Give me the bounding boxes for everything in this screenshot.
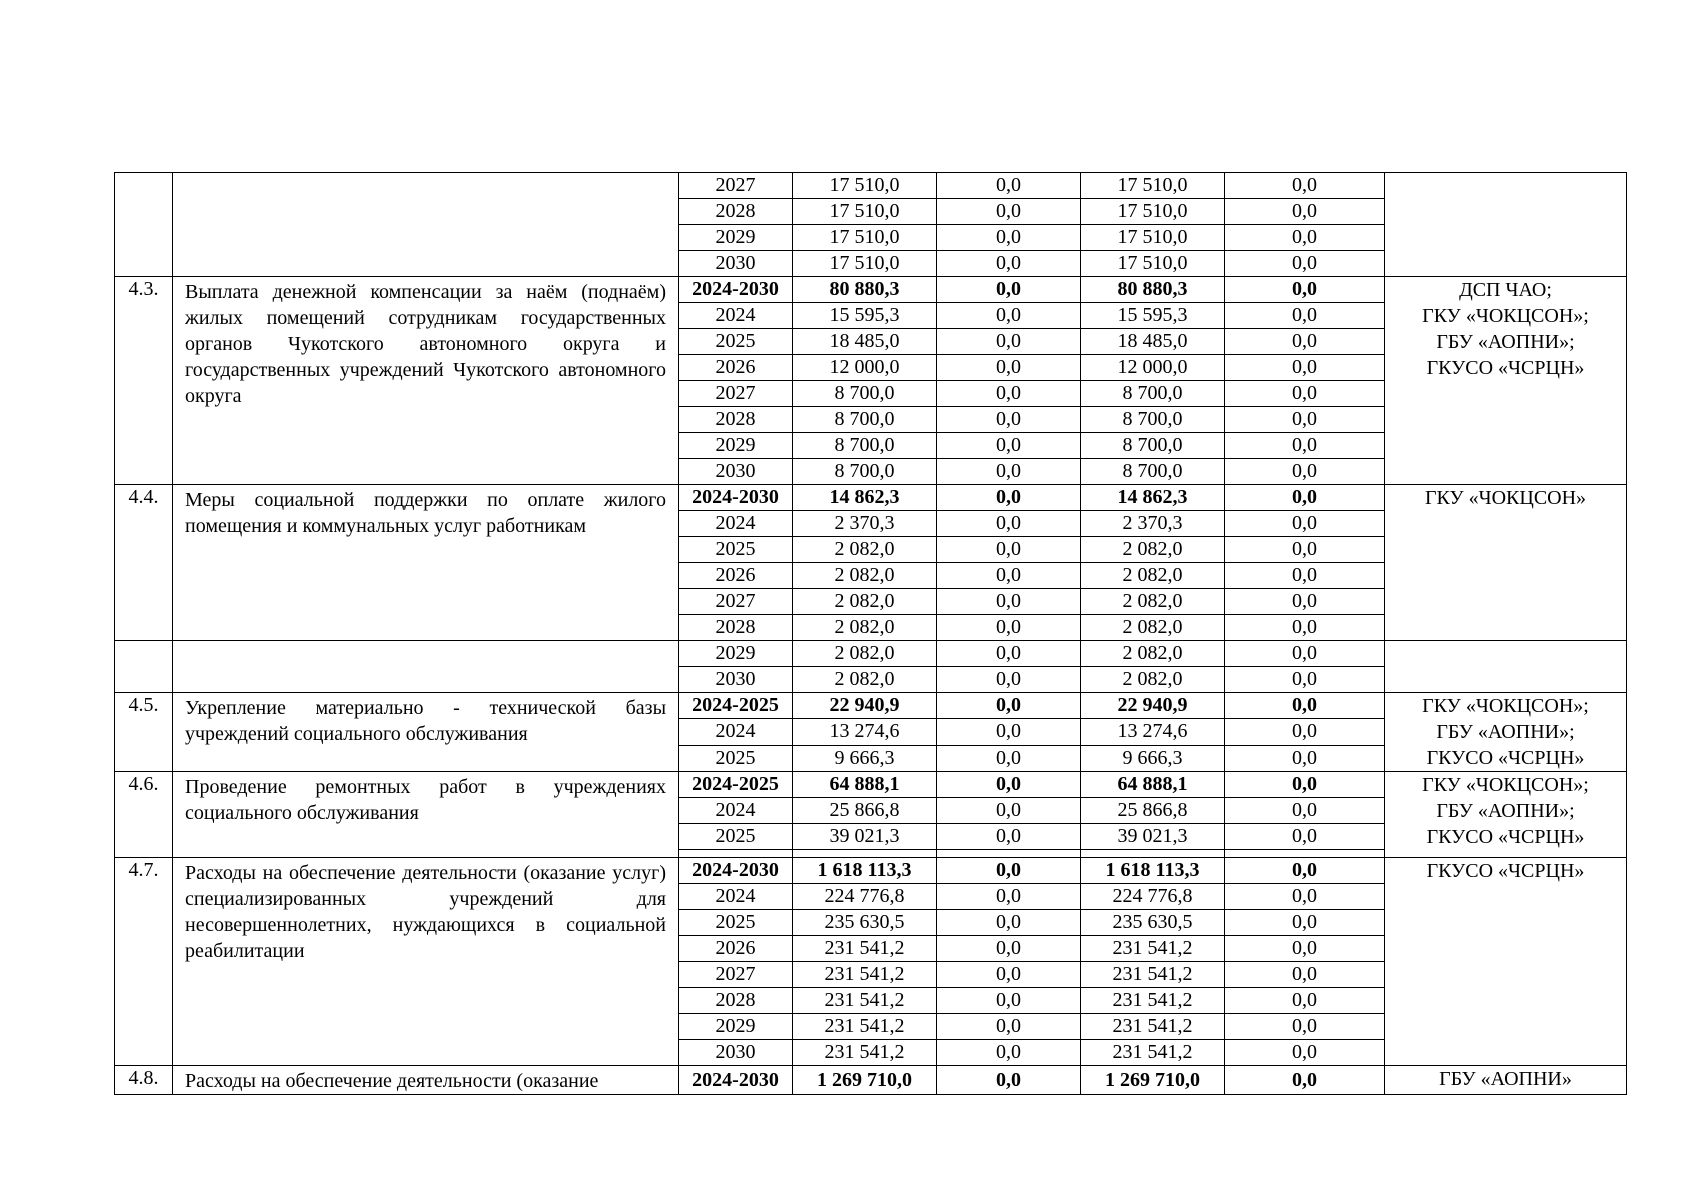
executors-cell <box>1385 173 1627 277</box>
total-cell: 231 541,2 <box>793 1040 937 1066</box>
federal-cell: 0,0 <box>937 251 1081 277</box>
year-cell: 2027 <box>679 962 793 988</box>
year-cell: 2024-2030 <box>679 858 793 884</box>
regional-cell: 224 776,8 <box>1081 884 1225 910</box>
year-cell: 2027 <box>679 173 793 199</box>
other-cell: 0,0 <box>1225 745 1385 771</box>
federal-cell: 0,0 <box>937 693 1081 719</box>
regional-cell: 39 021,3 <box>1081 824 1225 850</box>
year-cell: 2028 <box>679 407 793 433</box>
table-row <box>115 772 1627 798</box>
executor-name: ГКУСО «ЧСРЦН» <box>1426 860 1585 882</box>
other-cell: 0,0 <box>1225 1066 1385 1095</box>
other-cell: 0,0 <box>1225 589 1385 615</box>
federal-cell: 0,0 <box>937 910 1081 936</box>
regional-cell: 17 510,0 <box>1081 199 1225 225</box>
executor-name: ГБУ «АОПНИ»; <box>1436 721 1575 743</box>
other-cell: 0,0 <box>1225 433 1385 459</box>
total-cell: 22 940,9 <box>793 693 937 719</box>
total-cell: 17 510,0 <box>793 251 937 277</box>
executor-name: ГКУСО «ЧСРЦН» <box>1426 357 1585 379</box>
regional-cell: 22 940,9 <box>1081 693 1225 719</box>
total-cell: 2 082,0 <box>793 615 937 641</box>
regional-cell: 8 700,0 <box>1081 407 1225 433</box>
regional-cell: 25 866,8 <box>1081 798 1225 824</box>
year-cell: 2030 <box>679 251 793 277</box>
executor-name: ГКУ «ЧОКЦСОН»; <box>1422 305 1589 327</box>
other-cell: 0,0 <box>1225 693 1385 719</box>
table-row <box>115 641 1627 667</box>
other-cell: 0,0 <box>1225 277 1385 303</box>
regional-cell: 1 618 113,3 <box>1081 858 1225 884</box>
regional-cell: 15 595,3 <box>1081 303 1225 329</box>
year-cell: 2025 <box>679 537 793 563</box>
total-cell: 231 541,2 <box>793 1014 937 1040</box>
federal-cell: 0,0 <box>937 798 1081 824</box>
other-cell: 0,0 <box>1225 251 1385 277</box>
total-cell: 8 700,0 <box>793 381 937 407</box>
regional-cell: 2 082,0 <box>1081 589 1225 615</box>
table-body <box>115 173 1627 1095</box>
federal-cell: 0,0 <box>937 329 1081 355</box>
executor-name: ДСП ЧАО; <box>1459 279 1552 301</box>
federal-cell: 0,0 <box>937 563 1081 589</box>
item-number: 4.7. <box>115 858 173 1066</box>
year-cell: 2025 <box>679 910 793 936</box>
federal-cell: 0,0 <box>937 537 1081 563</box>
table-row <box>115 858 1627 884</box>
regional-cell: 2 082,0 <box>1081 615 1225 641</box>
item-number: 4.5. <box>115 693 173 772</box>
federal-cell: 0,0 <box>937 459 1081 485</box>
federal-cell: 0,0 <box>937 1040 1081 1066</box>
total-cell: 13 274,6 <box>793 719 937 745</box>
federal-cell: 0,0 <box>937 589 1081 615</box>
total-cell: 80 880,3 <box>793 277 937 303</box>
item-number <box>115 641 173 693</box>
year-cell: 2024 <box>679 719 793 745</box>
federal-cell: 0,0 <box>937 303 1081 329</box>
other-cell: 0,0 <box>1225 858 1385 884</box>
executor-name: ГКУ «ЧОКЦСОН»; <box>1422 695 1589 717</box>
other-cell: 0,0 <box>1225 511 1385 537</box>
executor-name: ГБУ «АОПНИ»; <box>1436 800 1575 822</box>
total-cell: 2 082,0 <box>793 589 937 615</box>
total-cell: 18 485,0 <box>793 329 937 355</box>
executor-name: ГБУ «АОПНИ» <box>1439 1068 1572 1090</box>
federal-cell: 0,0 <box>937 225 1081 251</box>
total-cell: 2 082,0 <box>793 667 937 693</box>
year-cell: 2027 <box>679 381 793 407</box>
federal-cell: 0,0 <box>937 615 1081 641</box>
other-cell: 0,0 <box>1225 884 1385 910</box>
federal-cell: 0,0 <box>937 511 1081 537</box>
year-cell: 2027 <box>679 589 793 615</box>
executors-cell <box>1385 485 1627 641</box>
other-cell: 0,0 <box>1225 962 1385 988</box>
year-cell: 2026 <box>679 563 793 589</box>
federal-cell: 0,0 <box>937 173 1081 199</box>
total-cell: 17 510,0 <box>793 225 937 251</box>
regional-cell: 231 541,2 <box>1081 1040 1225 1066</box>
regional-cell: 231 541,2 <box>1081 962 1225 988</box>
spacer-cell <box>937 850 1081 858</box>
executor-name: ГКУСО «ЧСРЦН» <box>1426 826 1585 848</box>
year-cell: 2030 <box>679 667 793 693</box>
regional-cell: 8 700,0 <box>1081 381 1225 407</box>
total-cell: 231 541,2 <box>793 988 937 1014</box>
year-cell: 2028 <box>679 199 793 225</box>
year-cell: 2025 <box>679 824 793 850</box>
year-cell: 2030 <box>679 459 793 485</box>
other-cell: 0,0 <box>1225 459 1385 485</box>
total-cell: 231 541,2 <box>793 962 937 988</box>
other-cell: 0,0 <box>1225 199 1385 225</box>
executor-name: ГКУ «ЧОКЦСОН»; <box>1422 774 1589 796</box>
regional-cell: 231 541,2 <box>1081 1014 1225 1040</box>
other-cell: 0,0 <box>1225 667 1385 693</box>
year-cell: 2024 <box>679 884 793 910</box>
other-cell: 0,0 <box>1225 824 1385 850</box>
executors-cell <box>1385 277 1627 485</box>
federal-cell: 0,0 <box>937 667 1081 693</box>
item-description <box>173 641 679 693</box>
federal-cell: 0,0 <box>937 433 1081 459</box>
total-cell: 2 082,0 <box>793 641 937 667</box>
total-cell: 15 595,3 <box>793 303 937 329</box>
executor-name: ГКУ «ЧОКЦСОН» <box>1424 487 1587 509</box>
year-cell: 2028 <box>679 615 793 641</box>
other-cell: 0,0 <box>1225 615 1385 641</box>
total-cell: 224 776,8 <box>793 884 937 910</box>
total-cell: 9 666,3 <box>793 745 937 771</box>
year-cell: 2025 <box>679 745 793 771</box>
table-row <box>115 693 1627 719</box>
item-description: Расходы на обеспечение деятельности (оказание <box>173 1066 679 1095</box>
item-description: Меры социальной поддержки по оплате жилого помещения и коммунальных услуг работникам <box>173 485 679 641</box>
federal-cell: 0,0 <box>937 772 1081 798</box>
executors-cell <box>1385 693 1627 772</box>
budget-table <box>114 172 1627 1095</box>
table-row <box>115 277 1627 303</box>
other-cell: 0,0 <box>1225 988 1385 1014</box>
item-number: 4.8. <box>115 1066 173 1095</box>
other-cell: 0,0 <box>1225 641 1385 667</box>
spacer-cell <box>1225 850 1385 858</box>
federal-cell: 0,0 <box>937 988 1081 1014</box>
total-cell: 64 888,1 <box>793 772 937 798</box>
federal-cell: 0,0 <box>937 199 1081 225</box>
regional-cell: 2 370,3 <box>1081 511 1225 537</box>
year-cell: 2024-2030 <box>679 485 793 511</box>
other-cell: 0,0 <box>1225 381 1385 407</box>
federal-cell: 0,0 <box>937 1066 1081 1095</box>
year-cell: 2029 <box>679 225 793 251</box>
year-cell: 2024 <box>679 798 793 824</box>
executors-cell <box>1385 1066 1627 1095</box>
federal-cell: 0,0 <box>937 936 1081 962</box>
regional-cell: 9 666,3 <box>1081 745 1225 771</box>
federal-cell: 0,0 <box>937 355 1081 381</box>
table-row <box>115 1066 1627 1095</box>
total-cell: 8 700,0 <box>793 407 937 433</box>
item-description: Проведение ремонтных работ в учреждениях социального обслуживания <box>173 772 679 858</box>
other-cell: 0,0 <box>1225 225 1385 251</box>
year-cell: 2024-2025 <box>679 693 793 719</box>
federal-cell: 0,0 <box>937 277 1081 303</box>
year-cell: 2024 <box>679 511 793 537</box>
other-cell: 0,0 <box>1225 303 1385 329</box>
federal-cell: 0,0 <box>937 641 1081 667</box>
item-description: Укрепление материально - технической базы учреждений социального обслуживания <box>173 693 679 772</box>
total-cell: 8 700,0 <box>793 433 937 459</box>
executors-cell <box>1385 858 1627 1066</box>
other-cell: 0,0 <box>1225 355 1385 381</box>
other-cell: 0,0 <box>1225 936 1385 962</box>
item-number: 4.3. <box>115 277 173 485</box>
regional-cell: 64 888,1 <box>1081 772 1225 798</box>
federal-cell: 0,0 <box>937 407 1081 433</box>
item-number: 4.4. <box>115 485 173 641</box>
item-number: 4.6. <box>115 772 173 858</box>
other-cell: 0,0 <box>1225 798 1385 824</box>
year-cell: 2030 <box>679 1040 793 1066</box>
year-cell: 2029 <box>679 1014 793 1040</box>
year-cell: 2026 <box>679 355 793 381</box>
year-cell: 2029 <box>679 641 793 667</box>
other-cell: 0,0 <box>1225 537 1385 563</box>
item-description <box>173 173 679 277</box>
regional-cell: 231 541,2 <box>1081 988 1225 1014</box>
year-cell: 2024 <box>679 303 793 329</box>
other-cell: 0,0 <box>1225 173 1385 199</box>
federal-cell: 0,0 <box>937 719 1081 745</box>
regional-cell: 235 630,5 <box>1081 910 1225 936</box>
other-cell: 0,0 <box>1225 407 1385 433</box>
executor-name: ГКУСО «ЧСРЦН» <box>1426 747 1585 769</box>
executors-cell <box>1385 641 1627 693</box>
federal-cell: 0,0 <box>937 745 1081 771</box>
regional-cell: 18 485,0 <box>1081 329 1225 355</box>
total-cell: 17 510,0 <box>793 199 937 225</box>
spacer-cell <box>793 850 937 858</box>
total-cell: 2 370,3 <box>793 511 937 537</box>
other-cell: 0,0 <box>1225 563 1385 589</box>
year-cell: 2028 <box>679 988 793 1014</box>
spacer-cell <box>1081 850 1225 858</box>
spacer-cell <box>679 850 793 858</box>
executor-name: ГБУ «АОПНИ»; <box>1436 331 1575 353</box>
table-row <box>115 485 1627 511</box>
total-cell: 1 269 710,0 <box>793 1066 937 1095</box>
total-cell: 231 541,2 <box>793 936 937 962</box>
regional-cell: 2 082,0 <box>1081 563 1225 589</box>
regional-cell: 80 880,3 <box>1081 277 1225 303</box>
year-cell: 2024-2030 <box>679 1066 793 1095</box>
item-description: Расходы на обеспечение деятельности (оказание услуг) специализированных учреждений для несовершеннолетних, нуждающихся в социальной реабилитации <box>173 858 679 1066</box>
total-cell: 2 082,0 <box>793 537 937 563</box>
item-description: Выплата денежной компенсации за наём (поднаём) жилых помещений сотрудникам государственных органов Чукотского автономного округа и государственных учреждений Чукотского автономного округа <box>173 277 679 485</box>
year-cell: 2024-2030 <box>679 277 793 303</box>
regional-cell: 2 082,0 <box>1081 641 1225 667</box>
regional-cell: 13 274,6 <box>1081 719 1225 745</box>
year-cell: 2029 <box>679 433 793 459</box>
federal-cell: 0,0 <box>937 485 1081 511</box>
federal-cell: 0,0 <box>937 884 1081 910</box>
regional-cell: 2 082,0 <box>1081 667 1225 693</box>
year-cell: 2026 <box>679 936 793 962</box>
table-row <box>115 173 1627 199</box>
total-cell: 14 862,3 <box>793 485 937 511</box>
total-cell: 25 866,8 <box>793 798 937 824</box>
total-cell: 12 000,0 <box>793 355 937 381</box>
federal-cell: 0,0 <box>937 824 1081 850</box>
other-cell: 0,0 <box>1225 485 1385 511</box>
executors-cell <box>1385 772 1627 858</box>
regional-cell: 12 000,0 <box>1081 355 1225 381</box>
other-cell: 0,0 <box>1225 1014 1385 1040</box>
regional-cell: 14 862,3 <box>1081 485 1225 511</box>
regional-cell: 17 510,0 <box>1081 173 1225 199</box>
other-cell: 0,0 <box>1225 329 1385 355</box>
total-cell: 39 021,3 <box>793 824 937 850</box>
federal-cell: 0,0 <box>937 1014 1081 1040</box>
regional-cell: 17 510,0 <box>1081 225 1225 251</box>
year-cell: 2024-2025 <box>679 772 793 798</box>
other-cell: 0,0 <box>1225 910 1385 936</box>
regional-cell: 231 541,2 <box>1081 936 1225 962</box>
total-cell: 8 700,0 <box>793 459 937 485</box>
regional-cell: 1 269 710,0 <box>1081 1066 1225 1095</box>
other-cell: 0,0 <box>1225 1040 1385 1066</box>
total-cell: 1 618 113,3 <box>793 858 937 884</box>
federal-cell: 0,0 <box>937 858 1081 884</box>
federal-cell: 0,0 <box>937 381 1081 407</box>
year-cell: 2025 <box>679 329 793 355</box>
regional-cell: 2 082,0 <box>1081 537 1225 563</box>
item-number <box>115 173 173 277</box>
total-cell: 17 510,0 <box>793 173 937 199</box>
other-cell: 0,0 <box>1225 772 1385 798</box>
total-cell: 235 630,5 <box>793 910 937 936</box>
federal-cell: 0,0 <box>937 962 1081 988</box>
total-cell: 2 082,0 <box>793 563 937 589</box>
other-cell: 0,0 <box>1225 719 1385 745</box>
regional-cell: 8 700,0 <box>1081 459 1225 485</box>
regional-cell: 17 510,0 <box>1081 251 1225 277</box>
regional-cell: 8 700,0 <box>1081 433 1225 459</box>
